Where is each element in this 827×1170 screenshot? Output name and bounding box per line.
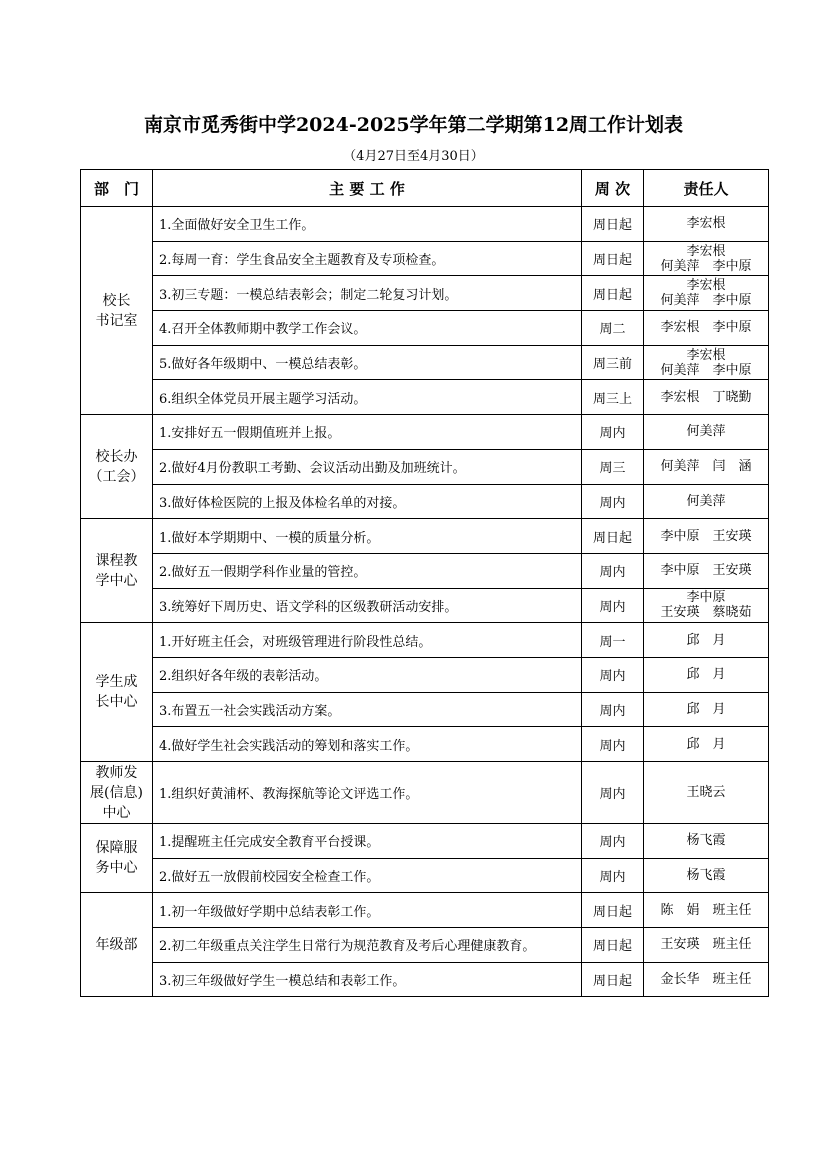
- week-cell: 周日起: [582, 519, 644, 554]
- person-name: 何美萍: [686, 424, 726, 440]
- person-name: 王安瑛 班主任: [660, 937, 752, 953]
- table-row: [81, 657, 769, 692]
- week-cell: 周内: [582, 824, 644, 859]
- task-cell: 4.召开全体教师期中教学工作会议。: [153, 311, 582, 346]
- table-row: [81, 893, 769, 928]
- task-cell: 3.布置五一社会实践活动方案。: [153, 692, 582, 727]
- person-name: 李中原 王安瑛: [660, 528, 752, 544]
- task-cell: 1.安排好五一假期值班并上报。: [153, 415, 582, 450]
- column-header-person: 责任人: [644, 170, 769, 207]
- person-cell: [644, 207, 769, 242]
- task-cell: 1.提醒班主任完成安全教育平台授课。: [153, 824, 582, 859]
- task-cell: 3.统筹好下周历史、语文学科的区级教研活动安排。: [153, 588, 582, 623]
- person-cell: [644, 241, 769, 276]
- table-row: [81, 311, 769, 346]
- table-row: [81, 727, 769, 762]
- department-name-line: 学生成: [95, 674, 138, 691]
- week-cell: 周内: [582, 762, 644, 824]
- task-cell: 1.全面做好安全卫生工作。: [153, 207, 582, 242]
- table-row: [81, 824, 769, 859]
- department-name-line: 保障服: [95, 840, 138, 857]
- page-title: 南京市觅秀街中学2024-2025学年第二学期第12周工作计划表: [143, 114, 684, 136]
- department-cell: [81, 893, 153, 997]
- week-cell: 周内: [582, 415, 644, 450]
- week-cell: 周三: [582, 449, 644, 484]
- task-cell: 3.做好体检医院的上报及体检名单的对接。: [153, 484, 582, 519]
- person-name: 李宏根 丁晓勤: [660, 389, 752, 405]
- department-cell: [81, 623, 153, 762]
- person-cell: [644, 553, 769, 588]
- person-cell: [644, 962, 769, 997]
- person-cell: [644, 928, 769, 963]
- task-cell: 2.做好五一放假前校园安全检查工作。: [153, 858, 582, 893]
- person-name: 陈 娟 班主任: [660, 902, 752, 918]
- week-cell: 周日起: [582, 276, 644, 311]
- person-cell: [644, 380, 769, 415]
- person-name: 王安瑛 蔡晓茹: [660, 605, 752, 621]
- person-cell: [644, 484, 769, 519]
- week-cell: 周内: [582, 692, 644, 727]
- week-cell: 周内: [582, 657, 644, 692]
- department-cell: [81, 824, 153, 893]
- column-header-week: 周 次: [582, 170, 644, 207]
- task-cell: 1.开好班主任会，对班级管理进行阶段性总结。: [153, 623, 582, 658]
- person-name: 王晓云: [686, 785, 726, 800]
- task-cell: 2.组织好各年级的表彰活动。: [153, 657, 582, 692]
- task-cell: 2.初二年级重点关注学生日常行为规范教育及考后心理健康教育。: [153, 928, 582, 963]
- person-cell: [644, 415, 769, 450]
- week-cell: 周二: [582, 311, 644, 346]
- task-cell: 2.做好五一假期学科作业量的管控。: [153, 553, 582, 588]
- person-cell: [644, 762, 769, 824]
- person-name: 李宏根: [686, 347, 726, 363]
- table-header-row: [81, 170, 769, 207]
- person-name: 何美萍 闫 涵: [660, 459, 752, 475]
- table-row: [81, 345, 769, 380]
- person-cell: [644, 824, 769, 859]
- person-cell: [644, 449, 769, 484]
- table-row: [81, 380, 769, 415]
- department-cell: [81, 519, 153, 623]
- department-cell: [81, 762, 153, 824]
- week-cell: 周内: [582, 484, 644, 519]
- week-cell: 周日起: [582, 241, 644, 276]
- person-name: 李宏根: [686, 278, 726, 294]
- table-row: [81, 276, 769, 311]
- table-row: [81, 415, 769, 450]
- week-cell: 周内: [582, 553, 644, 588]
- table-row: [81, 762, 769, 824]
- person-cell: [644, 345, 769, 380]
- task-cell: 5.做好各年级期中、一模总结表彰。: [153, 345, 582, 380]
- department-name-line: 中心: [102, 804, 131, 821]
- task-cell: 6.组织全体党员开展主题学习活动。: [153, 380, 582, 415]
- person-name: 邱 月: [686, 632, 726, 648]
- person-name: 金长华 班主任: [660, 972, 752, 988]
- person-name: 邱 月: [686, 701, 726, 717]
- week-cell: 周内: [582, 588, 644, 623]
- department-name-line: 年级部: [95, 936, 138, 953]
- table-row: [81, 207, 769, 242]
- table-body: [81, 207, 769, 997]
- person-name: 杨飞霞: [686, 868, 726, 884]
- task-cell: 2.每周一育：学生食品安全主题教育及专项检查。: [153, 241, 582, 276]
- task-cell: 1.组织好黄浦杯、教海探航等论文评选工作。: [153, 762, 582, 824]
- table-row: [81, 692, 769, 727]
- person-cell: [644, 692, 769, 727]
- week-cell: 周三前: [582, 345, 644, 380]
- table-row: [81, 449, 769, 484]
- table-row: [81, 519, 769, 554]
- person-name: 李中原 王安瑛: [660, 563, 752, 579]
- person-cell: [644, 519, 769, 554]
- table-row: [81, 484, 769, 519]
- column-header-department: 部 门: [81, 170, 153, 207]
- person-name: 何美萍 李中原: [660, 362, 752, 378]
- department-name-line: 展(信息): [90, 784, 143, 801]
- task-cell: 3.初三年级做好学生一模总结和表彰工作。: [153, 962, 582, 997]
- table-row: [81, 588, 769, 623]
- person-name: 邱 月: [686, 667, 726, 683]
- person-name: 何美萍: [686, 493, 726, 509]
- person-cell: [644, 311, 769, 346]
- person-name: 李宏根: [686, 216, 726, 232]
- week-cell: 周日起: [582, 207, 644, 242]
- person-name: 李宏根 李中原: [660, 320, 752, 336]
- table-row: [81, 928, 769, 963]
- person-cell: [644, 727, 769, 762]
- department-name-line: 书记室: [95, 312, 138, 329]
- table-row: [81, 858, 769, 893]
- department-name-line: 校长: [102, 292, 131, 309]
- department-name-line: （工会）: [88, 468, 145, 485]
- person-cell: [644, 893, 769, 928]
- person-cell: [644, 623, 769, 658]
- week-cell: 周内: [582, 727, 644, 762]
- week-cell: 周内: [582, 858, 644, 893]
- week-cell: 周日起: [582, 962, 644, 997]
- week-cell: 周日起: [582, 893, 644, 928]
- person-name: 李中原: [686, 590, 726, 606]
- department-cell: [81, 415, 153, 519]
- person-cell: [644, 276, 769, 311]
- work-plan-table: [80, 169, 769, 997]
- task-cell: 2.做好4月份教职工考勤、会议活动出勤及加班统计。: [153, 449, 582, 484]
- department-name-line: 务中心: [95, 860, 138, 877]
- person-cell: [644, 588, 769, 623]
- department-name-line: 长中心: [95, 694, 138, 711]
- department-cell: [81, 207, 153, 415]
- table-row: [81, 553, 769, 588]
- task-cell: 3.初三专题：一模总结表彰会；制定二轮复习计划。: [153, 276, 582, 311]
- task-cell: 4.做好学生社会实践活动的筹划和落实工作。: [153, 727, 582, 762]
- column-header-task: 主 要 工 作: [153, 170, 582, 207]
- person-cell: [644, 657, 769, 692]
- person-name: 李宏根: [686, 243, 726, 259]
- person-name: 何美萍 李中原: [660, 258, 752, 274]
- person-name: 邱 月: [686, 736, 726, 752]
- table-row: [81, 623, 769, 658]
- department-name-line: 校长办: [95, 448, 138, 465]
- department-name-line: 课程教: [95, 552, 138, 569]
- task-cell: 1.初一年级做好学期中总结表彰工作。: [153, 893, 582, 928]
- date-range: （4月27日至4月30日）: [343, 149, 484, 164]
- week-cell: 周三上: [582, 380, 644, 415]
- task-cell: 1.做好本学期期中、一模的质量分析。: [153, 519, 582, 554]
- week-cell: 周一: [582, 623, 644, 658]
- person-cell: [644, 858, 769, 893]
- person-name: 杨飞霞: [686, 833, 726, 849]
- person-name: 何美萍 李中原: [660, 293, 752, 309]
- department-name-line: 教师发: [95, 764, 138, 781]
- table-row: [81, 241, 769, 276]
- table-row: [81, 962, 769, 997]
- department-name-line: 学中心: [95, 572, 138, 589]
- week-cell: 周日起: [582, 928, 644, 963]
